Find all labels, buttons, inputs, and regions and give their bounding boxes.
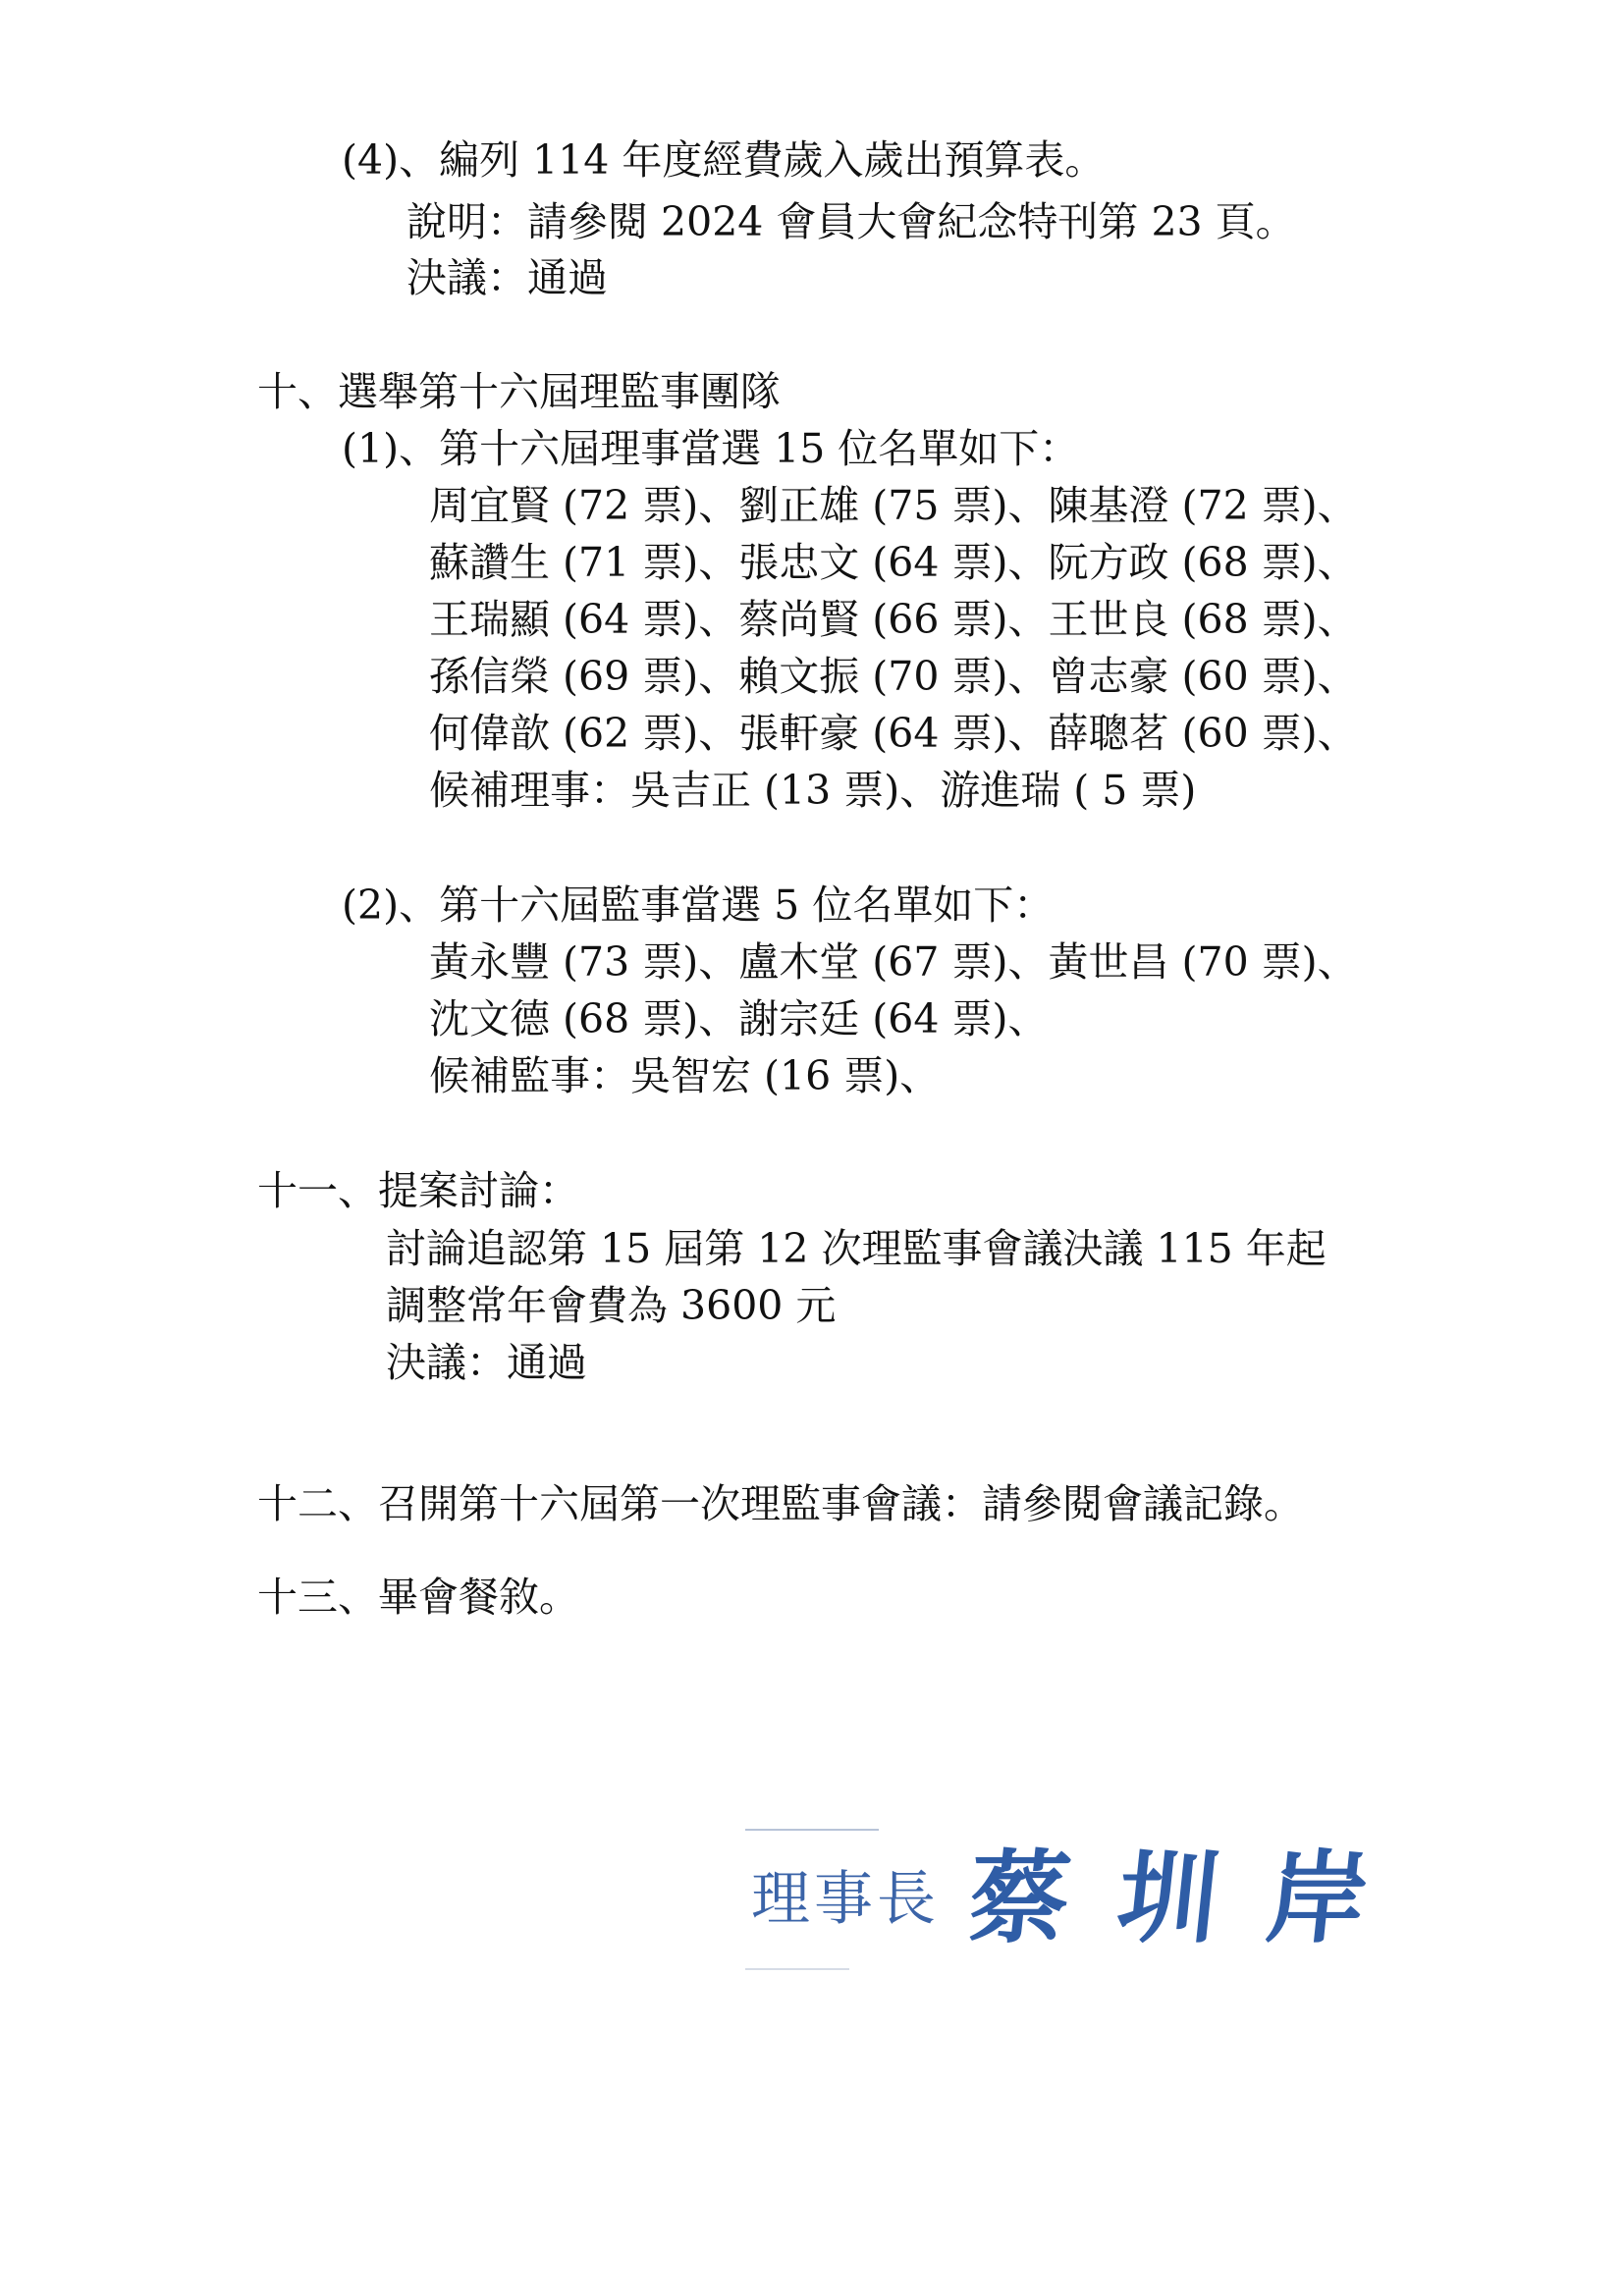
supervisors-row: 黃永豐 (73 票)、盧木堂 (67 票)、黃世昌 (70 票)、 [429, 938, 1358, 986]
chairman-signature: 蔡圳岸 [962, 1840, 1424, 1957]
section-13: 十三、畢會餐敘。 [257, 1574, 579, 1621]
budget-item-title: (4)、編列 114 年度經費歲入歲出預算表。 [342, 136, 1106, 184]
supervisors-title: (2)、第十六屆監事當選 5 位名單如下： [342, 881, 1055, 929]
section-12: 十二、召開第十六屆第一次理監事會議：請參閱會議記錄。 [257, 1480, 1304, 1527]
supervisors-row: 沈文德 (68 票)、謝宗廷 (64 票)、 [429, 995, 1049, 1042]
directors-row: 何偉歆 (62 票)、張軒豪 (64 票)、薛聰茗 (60 票)、 [429, 710, 1358, 757]
directors-title: (1)、第十六屆理事當選 15 位名單如下： [342, 425, 1080, 472]
alternate-directors: 候補理事：吳吉正 (13 票)、游進瑞 ( 5 票) [429, 767, 1197, 814]
directors-row: 蘇讚生 (71 票)、張忠文 (64 票)、阮方政 (68 票)、 [429, 539, 1358, 586]
directors-row: 孫信榮 (69 票)、賴文振 (70 票)、曾志豪 (60 票)、 [429, 653, 1358, 700]
proposal-line-2: 調整常年會費為 3600 元 [386, 1282, 837, 1329]
chairman-title: 理事長 [751, 1865, 940, 1934]
alternate-supervisor: 候補監事：吳智宏 (16 票)、 [429, 1052, 941, 1099]
proposal-line-1: 討論追認第 15 屆第 12 次理監事會議決議 115 年起 [386, 1225, 1326, 1272]
budget-item-resolution: 決議：通過 [406, 254, 608, 301]
directors-row: 王瑞顯 (64 票)、蔡尚賢 (66 票)、王世良 (68 票)、 [429, 596, 1358, 643]
section-10-heading: 十、選舉第十六屆理監事團隊 [257, 368, 781, 415]
chairman-signature-stamp [741, 1826, 1424, 1973]
budget-item-description: 說明：請參閱 2024 會員大會紀念特刊第 23 頁。 [406, 198, 1296, 245]
section-11-heading: 十一、提案討論： [257, 1167, 579, 1214]
directors-row: 周宜賢 (72 票)、劉正雄 (75 票)、陳基澄 (72 票)、 [429, 482, 1358, 529]
proposal-resolution: 決議：通過 [386, 1339, 587, 1386]
